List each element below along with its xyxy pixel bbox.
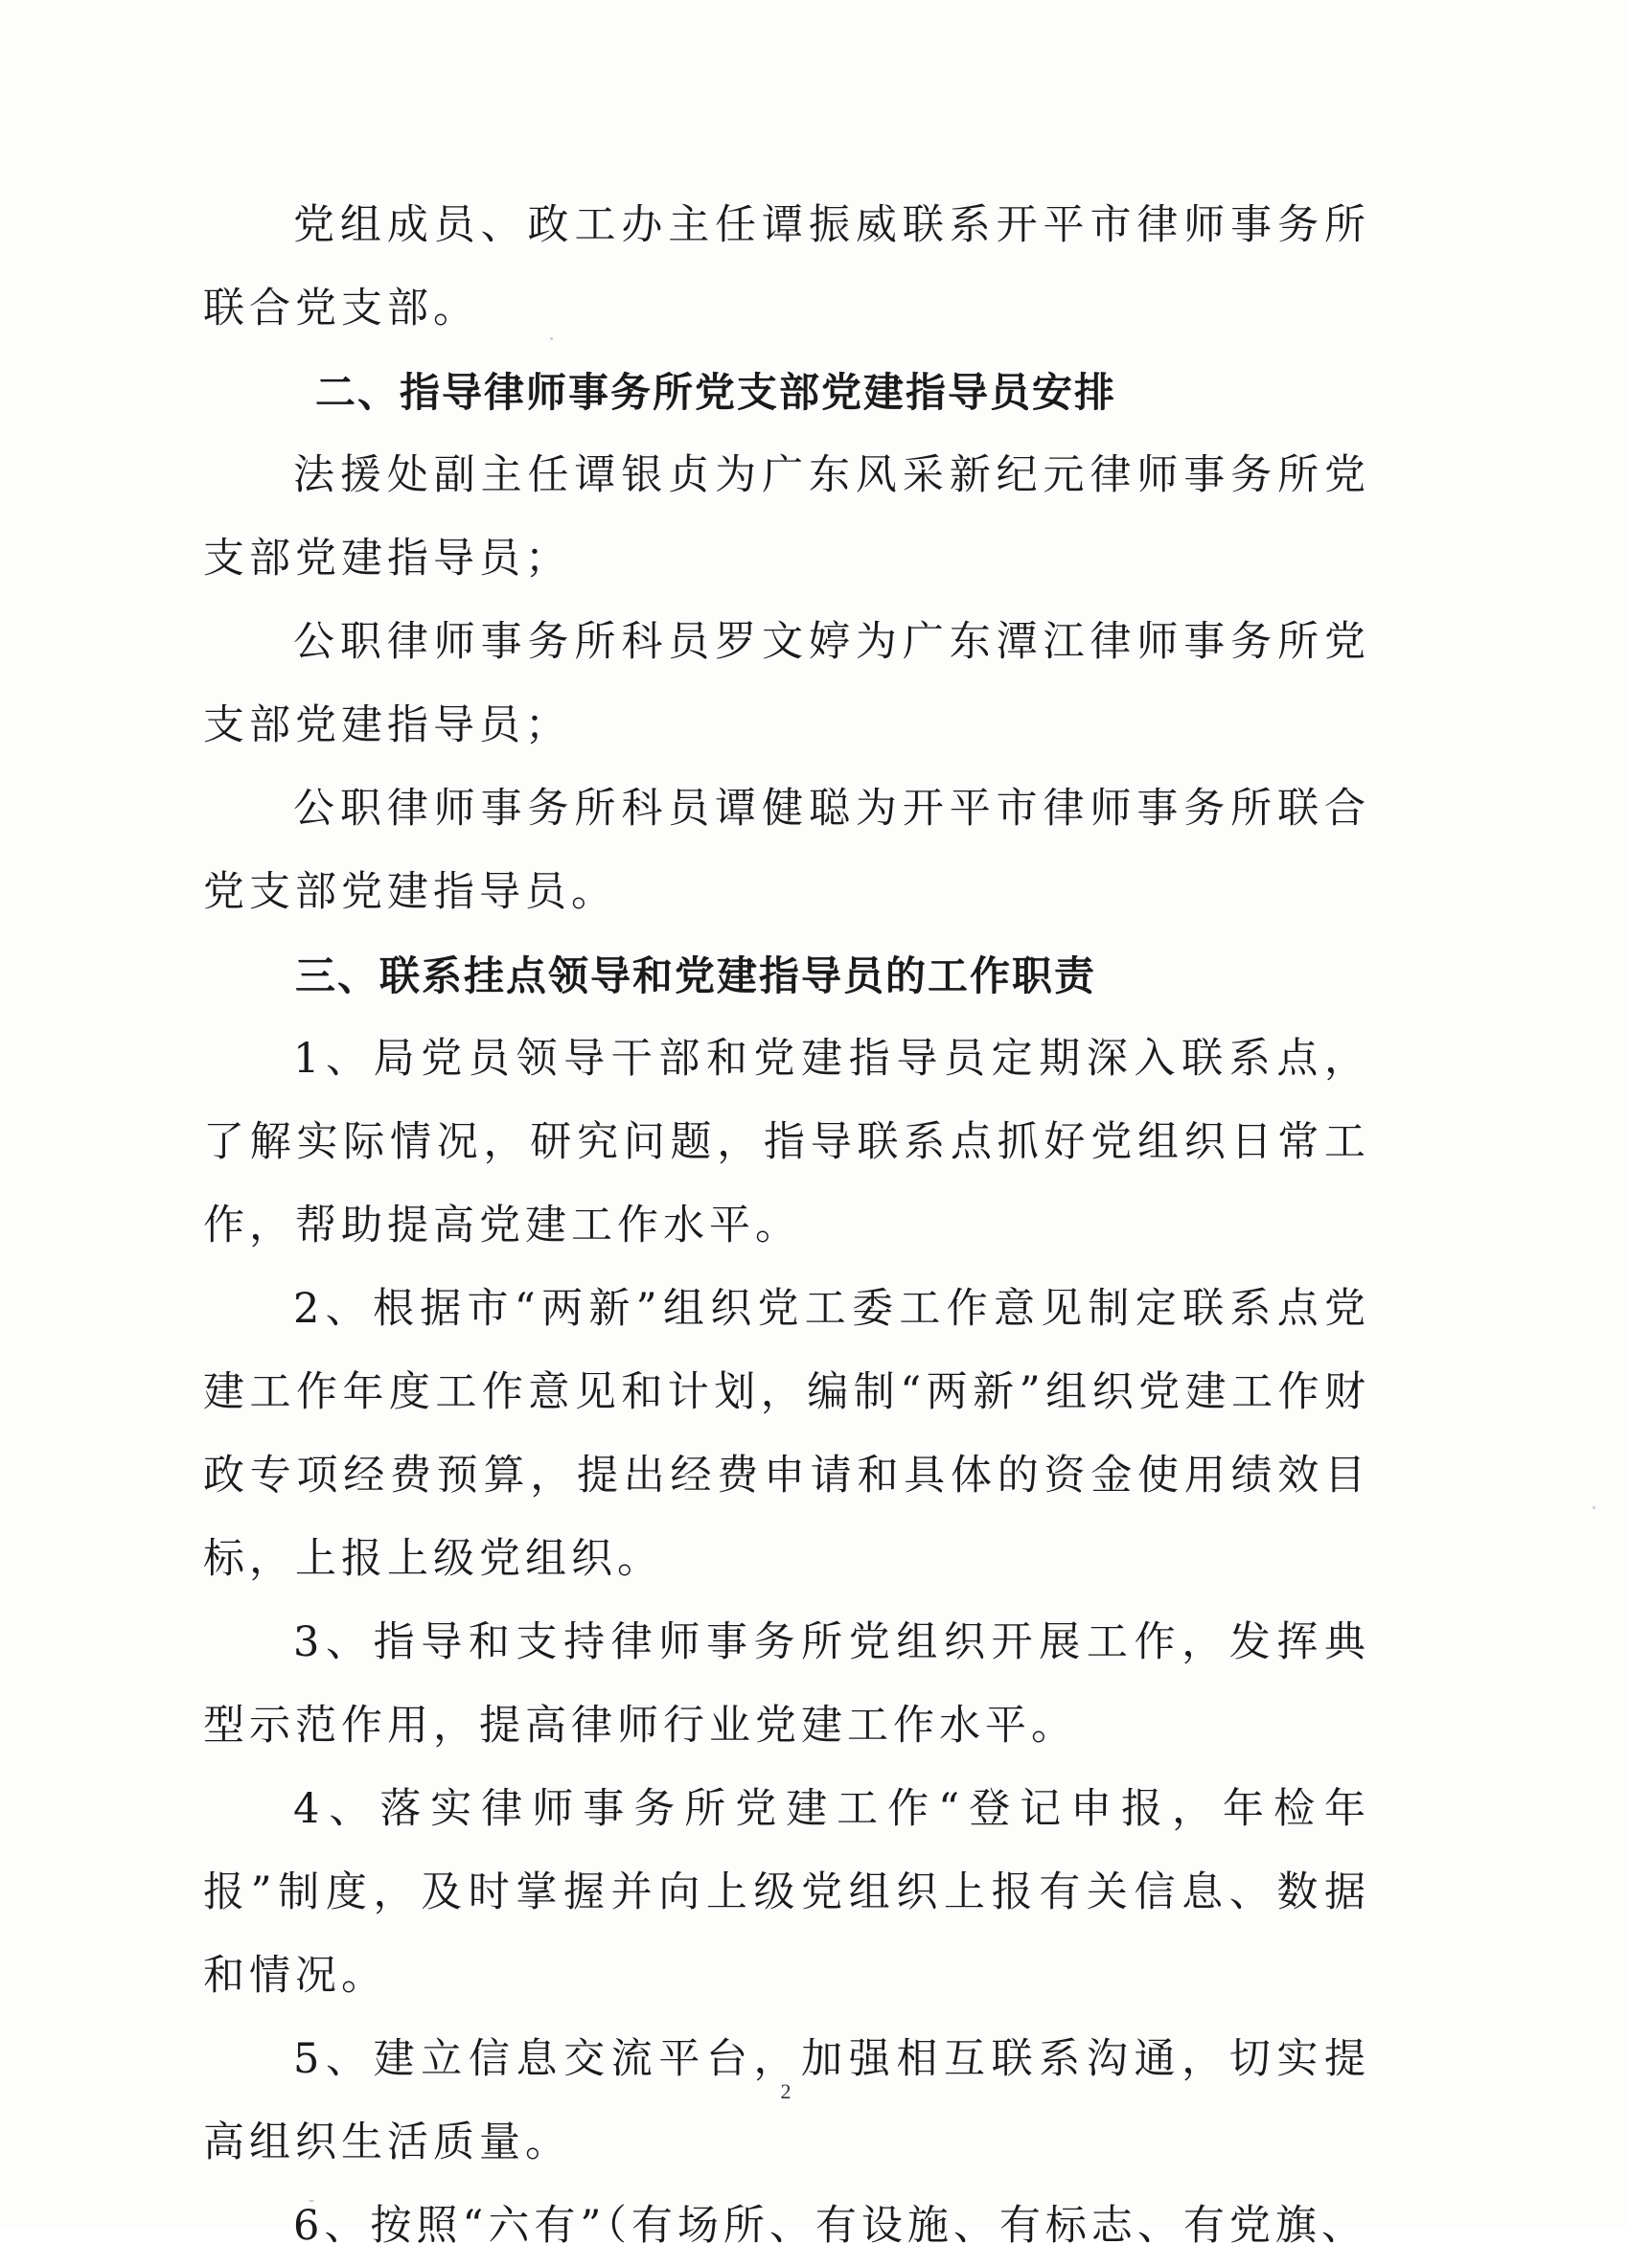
page-number: 2: [780, 2079, 792, 2103]
scan-speck: [1593, 1506, 1595, 1509]
duty-item-5: 5、建立信息交流平台，加强相互联系沟通，切实提高组织生活质量。: [203, 2035, 1370, 2166]
duty-item-1: 1、局党员领导干部和党建指导员定期深入联系点，了解实际情况，研究问题，指导联系点抓好党组织日常工作，帮助提高党建工作水平。: [203, 1035, 1370, 1249]
section-heading-3: 三、联系挂点领导和党建指导员的工作职责: [295, 952, 1097, 999]
section-heading-2: 二、指导律师事务所党支部党建指导员安排: [315, 369, 1117, 416]
document-body: [203, 184, 1370, 2268]
duty-item-6: 6、按照“六有”（有场所、有设施、有标志、有党旗、: [293, 2202, 1367, 2250]
paragraph-instructor-3: 公职律师事务所科员谭健聪为开平市律师事务所联合党支部党建指导员。: [203, 785, 1370, 916]
paragraph-liaison-tan-zhenwei: 党组成员、政工办主任谭振威联系开平市律师事务所联合党支部。: [203, 201, 1370, 332]
duty-item-3: 3、指导和支持律师事务所党组织开展工作，发挥典型示范作用，提高律师行业党建工作水平。: [203, 1618, 1370, 1750]
scan-speck: [550, 337, 553, 340]
paragraph-instructor-2: 公职律师事务所科员罗文婷为广东潭江律师事务所党支部党建指导员；: [203, 618, 1370, 749]
paragraph-instructor-1: 法援处副主任谭银贞为广东风采新纪元律师事务所党支部党建指导员；: [203, 451, 1370, 583]
duty-item-2: 2、根据市“两新”组织党工委工作意见制定联系点党建工作年度工作意见和计划，编制“两新”组织党建工作财政专项经费预算，提出经费申请和具体的资金使用绩效目标，上报上级党组织。: [203, 1285, 1370, 1583]
duty-item-4: 4、落实律师事务所党建工作“登记申报，年检年报”制度，及时掌握并向上级党组织上报有关信息、数据和情况。: [203, 1785, 1370, 2000]
scan-speck: [309, 2200, 314, 2202]
